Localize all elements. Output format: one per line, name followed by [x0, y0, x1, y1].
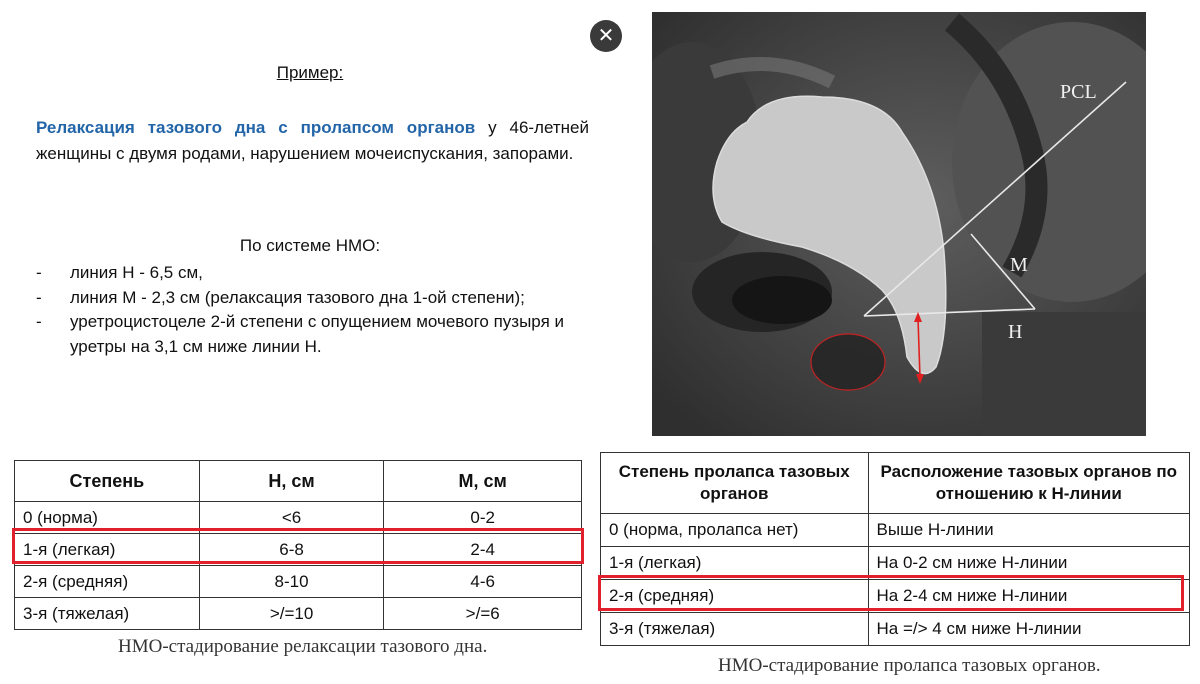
- table-cell: 0 (норма): [15, 502, 200, 534]
- finding-item: [36, 310, 596, 359]
- column-header: Степень пролапса тазовых органов: [601, 453, 869, 514]
- table-cell: 2-я (средняя): [601, 580, 869, 613]
- table-cell: 1-я (легкая): [15, 534, 200, 566]
- hmo-relaxation-table: [14, 460, 582, 630]
- table1-caption: НМО-стадирование релаксации тазового дна.: [118, 636, 488, 657]
- close-button[interactable]: [590, 20, 622, 52]
- findings-list: [36, 261, 596, 359]
- case-lead: Релаксация тазового дна с пролапсом органов: [36, 118, 476, 137]
- table-cell: >/=10: [199, 598, 384, 630]
- column-header: Степень: [15, 461, 200, 502]
- bullet-marker: -: [36, 263, 42, 282]
- case-description: [36, 115, 589, 167]
- mri-figure: [652, 12, 1146, 436]
- bullet-marker: -: [36, 312, 42, 331]
- h-label: H: [1008, 321, 1023, 343]
- table-header-row: [15, 461, 582, 502]
- table-cell: Выше Н-линии: [868, 514, 1189, 547]
- m-label: M: [1010, 254, 1028, 276]
- table-row: [601, 580, 1190, 613]
- finding-item: [36, 261, 596, 286]
- close-icon[interactable]: ✕: [597, 25, 615, 47]
- table-row: [15, 534, 582, 566]
- table-row: [15, 598, 582, 630]
- table-cell: 0-2: [384, 502, 582, 534]
- table-row: [15, 566, 582, 598]
- finding-text: линия Н - 6,5 см,: [70, 263, 203, 282]
- hmo-prolapse-table: [600, 452, 1190, 646]
- table-cell: На 0-2 см ниже Н-линии: [868, 547, 1189, 580]
- mri-image: [652, 12, 1146, 436]
- finding-text: линия М - 2,3 см (релаксация тазового дна 1-ой степени);: [70, 287, 525, 307]
- table-header-row: [601, 453, 1190, 514]
- table-cell: >/=6: [384, 598, 582, 630]
- pcl-label: PCL: [1060, 81, 1097, 103]
- case-details: у 46-летней женщины с двумя родами, нарушением мочеиспускания, запорами.: [36, 118, 589, 163]
- table-cell: На 2-4 см ниже Н-линии: [868, 580, 1189, 613]
- column-header: Н, см: [199, 461, 384, 502]
- table-cell: 3-я (тяжелая): [601, 613, 869, 646]
- table-row: [601, 547, 1190, 580]
- table-cell: 8-10: [199, 566, 384, 598]
- table-cell: 2-я (средняя): [15, 566, 200, 598]
- system-title: По системе НМО:: [239, 236, 381, 255]
- table-cell: <6: [199, 502, 384, 534]
- table-cell: 2-4: [384, 534, 582, 566]
- finding-text: уретроцистоцеле 2-й степени с опущением мочевого пузыря и уретры на 3,1 см ниже линии Н.: [70, 312, 564, 356]
- table-cell: 4-6: [384, 566, 582, 598]
- table2-caption: НМО-стадирование пролапса тазовых органов.: [718, 655, 1101, 676]
- table-row: [601, 613, 1190, 646]
- table-row: [601, 514, 1190, 547]
- bullet-marker: -: [36, 287, 42, 307]
- table-cell: На =/> 4 см ниже Н-линии: [868, 613, 1189, 646]
- table-row: [15, 502, 582, 534]
- example-heading: Пример:: [276, 63, 344, 82]
- table-cell: 0 (норма, пролапса нет): [601, 514, 869, 547]
- column-header: М, см: [384, 461, 582, 502]
- finding-item: [36, 286, 596, 311]
- table-cell: 3-я (тяжелая): [15, 598, 200, 630]
- column-header: Расположение тазовых органов по отношению к Н-линии: [868, 453, 1189, 514]
- table-cell: 1-я (легкая): [601, 547, 869, 580]
- table-cell: 6-8: [199, 534, 384, 566]
